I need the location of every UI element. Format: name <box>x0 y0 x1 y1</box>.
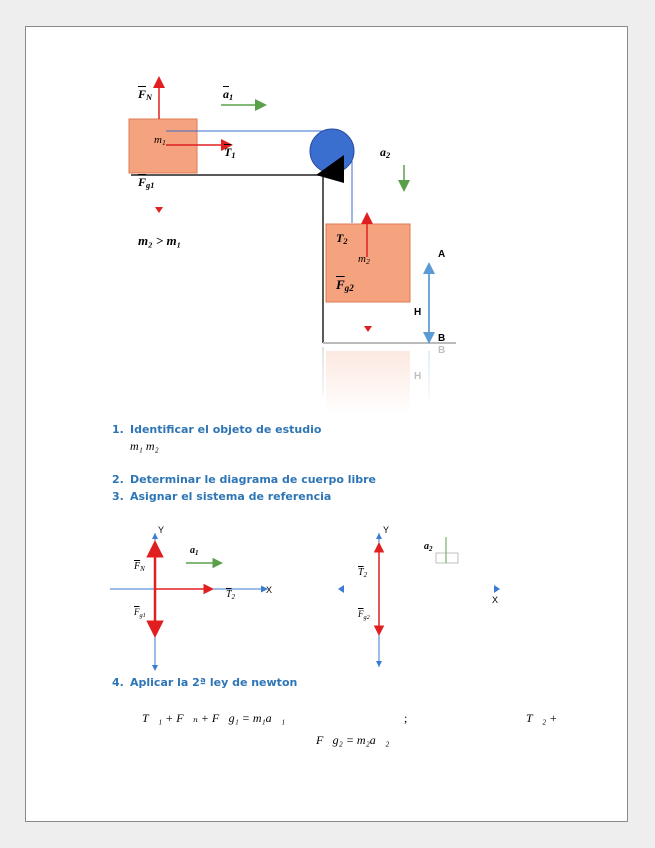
fbd1-tension-label: $\overline{T}_2$ <box>226 589 236 601</box>
fbd1-accel-label: $a_1$ <box>190 545 199 557</box>
pulley-diagram <box>26 27 629 427</box>
label-mass-relation: m₂ > m₁ <box>138 233 182 248</box>
fbd-block1 <box>106 517 286 677</box>
label-mass-m2: $m_2$ <box>358 253 370 266</box>
fbd2-x-axis-arrowhead-left <box>338 585 344 593</box>
force-weight1-arrowhead <box>155 207 163 213</box>
document-page <box>25 26 628 822</box>
label-tension-t2: $T_2$ <box>336 231 348 246</box>
label-point-a: A <box>438 249 446 260</box>
fbd1-y-axis-arrowhead-bottom <box>152 665 158 671</box>
newton-equation-block2-part2: F⃗g₂ = m₂a⃗₂ <box>316 733 390 747</box>
step-2: 2. Determinar le diagrama de cuerpo libre <box>112 473 377 486</box>
step-3: 3. Asignar el sistema de referencia <box>112 490 332 503</box>
fbd2-accel-label: $a_2$ <box>424 541 433 553</box>
label-mass-m1: $m_1$ <box>154 134 166 147</box>
label-accel-a2: $a_2$ <box>380 145 391 160</box>
force-weight2-arrowhead <box>364 326 372 332</box>
fbd2-weight-label: $\overline{F}_{g2}$ <box>358 609 370 621</box>
fbd1-y-label: Y <box>158 525 165 535</box>
equation-separator: ; <box>404 711 408 725</box>
fbd2-tension-label: $\overline{T}_2$ <box>358 567 368 579</box>
step-4: 4. Aplicar la 2ª ley de newton <box>112 676 298 689</box>
fbd2-y-axis-arrowhead <box>376 533 382 539</box>
newton-equation-block2-part1: T⃗₂ + <box>526 711 558 725</box>
label-height-h-reflection: H <box>414 371 422 382</box>
label-height-h: H <box>414 307 422 318</box>
fbd1-weight-label: $\overline{F}_{g1}$ <box>134 607 146 619</box>
objects-of-study: m₁ m₂ <box>130 439 159 453</box>
newton-equation-block1: T⃗₁ + F⃗ₙ + F⃗g₁ = m₁a⃗₁ <box>142 711 286 725</box>
fbd2-y-label: Y <box>383 525 390 535</box>
fbd-block2 <box>326 517 526 677</box>
fbd2-accel-mark <box>436 553 458 563</box>
pulley-diagram-graphics <box>26 27 629 427</box>
fbd1-x-label: X <box>266 585 273 595</box>
label-weight-fg1: $\overline{F}_{g1}$ <box>138 175 155 190</box>
fbd1-normal-label: $\overline{F}_N$ <box>134 561 145 573</box>
fbd2-y-axis-arrowhead-bottom <box>376 661 382 667</box>
label-tension-t1: $\overline{T}_1$ <box>224 145 236 160</box>
step-1: 1. Identificar el objeto de estudio <box>112 423 322 436</box>
label-point-b: B <box>438 333 446 344</box>
label-point-b-reflection: B <box>438 345 446 356</box>
fbd2-x-axis-arrowhead-right <box>494 585 500 593</box>
fbd-block1-graphics <box>106 517 286 677</box>
label-normal-force: $\overline{F}_N$ <box>138 87 153 102</box>
fbd2-x-label: X <box>492 595 499 605</box>
label-weight-fg2: $\overline{F}_{g2}$ <box>336 277 354 293</box>
label-accel-a1: $\overline{a}_1$ <box>223 87 234 102</box>
